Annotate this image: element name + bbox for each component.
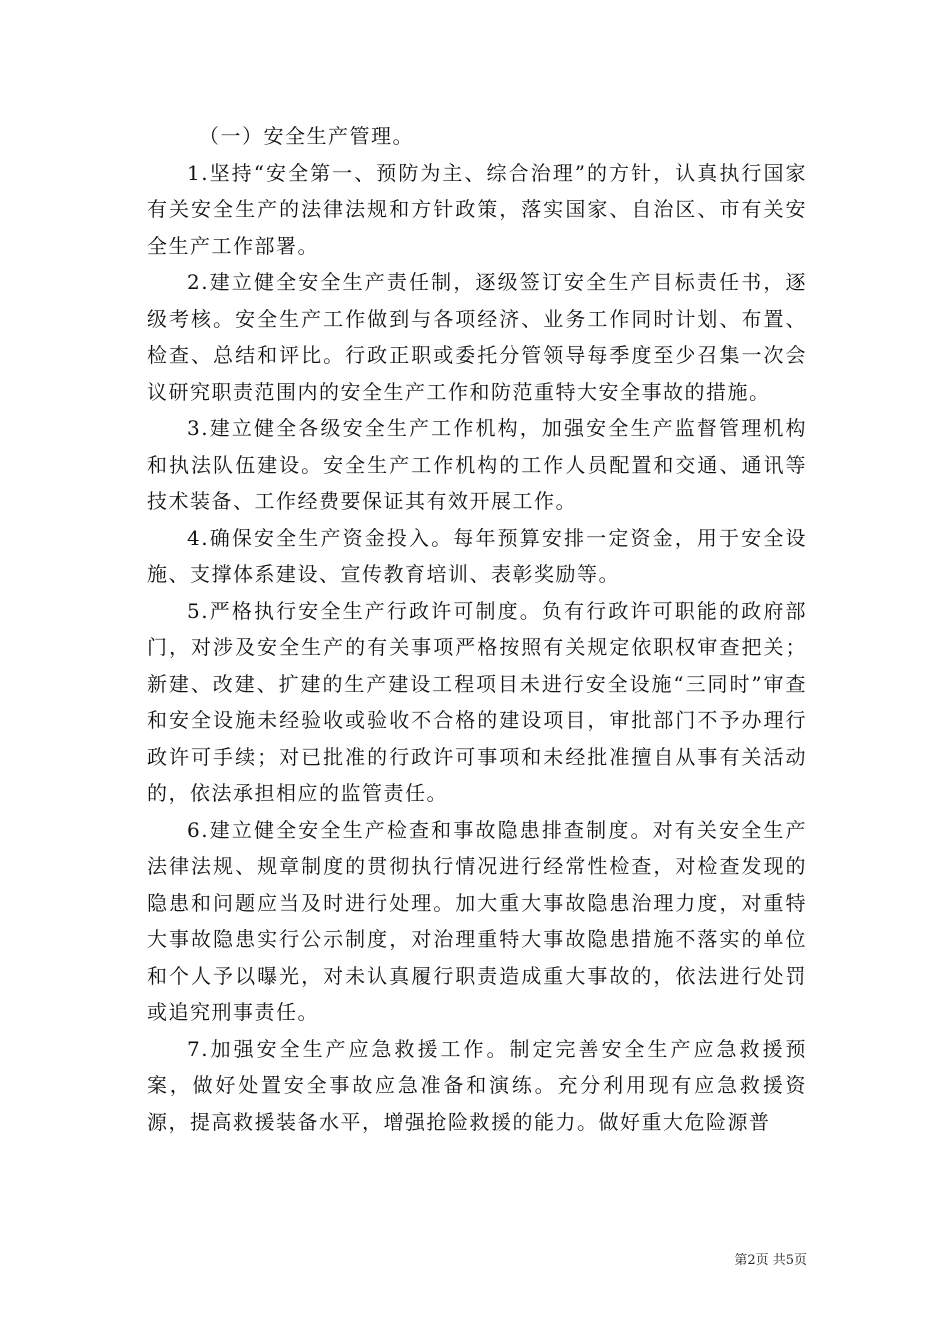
page-number-footer: 第2页 共5页: [734, 1253, 807, 1268]
section-heading: （一）安全生产管理。: [199, 124, 414, 148]
paragraph-3: 3.建立健全各级安全生产工作机构，加强安全生产监督管理机构和执法队伍建设。安全生产工作机构的工作人员配置和交通、通讯等技术装备、工作经费要保证其有效开展工作。: [147, 416, 807, 513]
paragraph-2: 2.建立健全安全生产责任制，逐级签订安全生产目标责任书，逐级考核。安全生产工作做到与各项经济、业务工作同时计划、布置、检查、总结和评比。行政正职或委托分管领导每季度至少召集一次会议研究职责范围内的安全生产工作和防范重特大安全事故的措施。: [147, 270, 807, 404]
paragraph-7: 7.加强安全生产应急救援工作。制定完善安全生产应急救援预案，做好处置安全事故应急准备和演练。充分利用现有应急救援资源，提高救援装备水平，增强抢险救援的能力。做好重大危险源普: [147, 1036, 807, 1134]
paragraph-1: 1.坚持“安全第一、预防为主、综合治理”的方针，认真执行国家有关安全生产的法律法规和方针政策，落实国家、自治区、市有关安全生产工作部署。: [147, 160, 807, 258]
paragraph-6: 6.建立健全安全生产检查和事故隐患排查制度。对有关安全生产法律法规、规章制度的贯彻执行情况进行经常性检查，对检查发现的隐患和问题应当及时进行处理。加大重大事故隐患治理力度，对重特大事故隐患实行公示制度，对治理重特大事故隐患措施不落实的单位和个人予以曝光，对未认真履行职责造成重大事故的，依法进行处罚或追究刑事责任。: [147, 817, 807, 1024]
paragraph-5: 5.严格执行安全生产行政许可制度。负有行政许可职能的政府部门，对涉及安全生产的有关事项严格按照有关规定依职权审查把关；新建、改建、扩建的生产建设工程项目未进行安全设施“三同时”审查和安全设施未经验收或验收不合格的建设项目，审批部门不予办理行政许可手续；对已批准的行政许可事项和未经批准擅自从事有关活动的，依法承担相应的监管责任。: [147, 598, 807, 805]
paragraph-4: 4.确保安全生产资金投入。每年预算安排一定资金，用于安全设施、支撑体系建设、宣传教育培训、表彰奖励等。: [147, 525, 807, 586]
document-body: [147, 118, 807, 1140]
